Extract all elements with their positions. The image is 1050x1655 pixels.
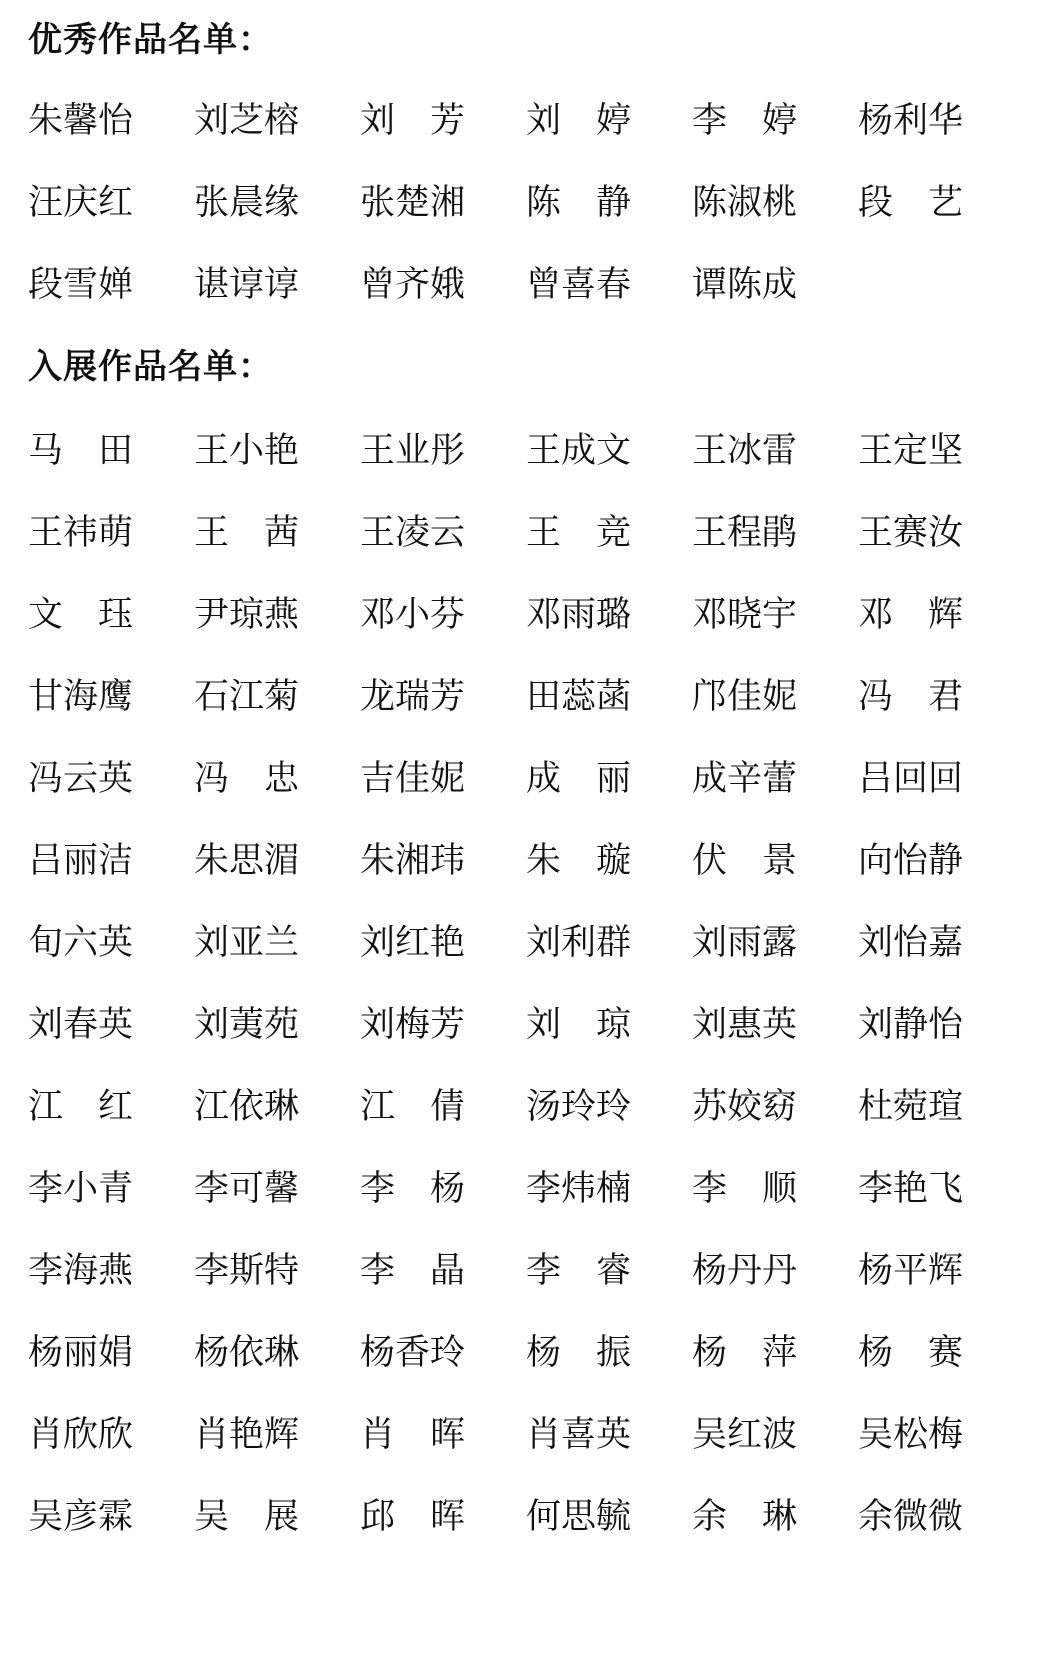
name-entry: 何思毓: [526, 1497, 632, 1537]
name-entry: 肖欣欣: [28, 1415, 134, 1455]
entered-works-title: 入展作品名单：: [28, 347, 273, 387]
entered-names-grid: [28, 410, 1024, 1558]
name-entry: 刘怡嘉: [858, 923, 964, 963]
name-entry: 刘 琼: [526, 1005, 632, 1045]
name-entry: 吕回回: [858, 759, 964, 799]
name-entry: 冯 君: [858, 677, 964, 717]
name-entry: 刘惠英: [692, 1005, 798, 1045]
name-entry: 朱馨怡: [28, 101, 134, 141]
name-entry: 张晨缘: [194, 183, 300, 223]
name-entry: 刘 婷: [526, 101, 632, 141]
name-entry: 邱 晖: [360, 1497, 466, 1537]
name-entry: 冯云英: [28, 759, 134, 799]
name-entry: 文 珏: [28, 595, 134, 635]
name-entry: 江 倩: [360, 1087, 466, 1127]
name-entry: 石江菊: [194, 677, 300, 717]
name-entry: 刘红艳: [360, 923, 466, 963]
name-entry: 刘利群: [526, 923, 632, 963]
name-entry: 刘芝榕: [194, 101, 300, 141]
name-entry: 李小青: [28, 1169, 134, 1209]
name-entry: 王业彤: [360, 431, 466, 471]
name-entry: 李艳飞: [858, 1169, 964, 1209]
name-entry: 谌谆谆: [194, 265, 300, 305]
name-entry: 刘静怡: [858, 1005, 964, 1045]
name-entry: 尹琼燕: [194, 595, 300, 635]
name-entry: 陈淑桃: [692, 183, 798, 223]
name-entry: 刘梅芳: [360, 1005, 466, 1045]
name-entry: 段 艺: [858, 183, 964, 223]
name-entry: 王小艳: [194, 431, 300, 471]
name-entry: 段雪婵: [28, 265, 134, 305]
name-entry: 刘雨露: [692, 923, 798, 963]
name-entry: 陈 静: [526, 183, 632, 223]
name-entry: 李可馨: [194, 1169, 300, 1209]
name-entry: 李 杨: [360, 1169, 466, 1209]
name-entry: 王成文: [526, 431, 632, 471]
name-entry: 杨香玲: [360, 1333, 466, 1373]
name-entry: 肖喜英: [526, 1415, 632, 1455]
name-entry: 杨平辉: [858, 1251, 964, 1291]
name-entry: 吴松梅: [858, 1415, 964, 1455]
name-entry: 王 茜: [194, 513, 300, 553]
name-entry: 马 田: [28, 431, 134, 471]
name-entry: 吴红波: [692, 1415, 798, 1455]
name-entry: 刘荑苑: [194, 1005, 300, 1045]
name-entry: 杨 振: [526, 1333, 632, 1373]
name-entry: 王冰雷: [692, 431, 798, 471]
name-entry: 肖 晖: [360, 1415, 466, 1455]
name-entry: 曾齐娥: [360, 265, 466, 305]
name-entry: 刘亚兰: [194, 923, 300, 963]
name-entry: 杨 萍: [692, 1333, 798, 1373]
name-entry: 朱 璇: [526, 841, 632, 881]
name-entry: 杨丹丹: [692, 1251, 798, 1291]
name-entry: 杨利华: [858, 101, 964, 141]
name-entry: 李海燕: [28, 1251, 134, 1291]
name-entry: 肖艳辉: [194, 1415, 300, 1455]
name-entry: 李 睿: [526, 1251, 632, 1291]
excellent-works-title: 优秀作品名单：: [28, 20, 273, 60]
name-entry: 旬六英: [28, 923, 134, 963]
name-entry: 刘春英: [28, 1005, 134, 1045]
name-entry: 苏姣窈: [692, 1087, 798, 1127]
name-entry: 杨依琳: [194, 1333, 300, 1373]
name-entry: 余微微: [858, 1497, 964, 1537]
name-entry: 甘海鹰: [28, 677, 134, 717]
name-entry: 向怡静: [858, 841, 964, 881]
name-entry: 余 琳: [692, 1497, 798, 1537]
name-entry: 王程鹃: [692, 513, 798, 553]
name-entry: 江 红: [28, 1087, 134, 1127]
name-entry: 王凌云: [360, 513, 466, 553]
name-entry: 邓雨璐: [526, 595, 632, 635]
name-entry: 曾喜春: [526, 265, 632, 305]
name-entry: 吴 展: [194, 1497, 300, 1537]
name-entry: 王祎萌: [28, 513, 134, 553]
name-entry: 成辛蕾: [692, 759, 798, 799]
name-entry: 邓小芬: [360, 595, 466, 635]
name-entry: 伏 景: [692, 841, 798, 881]
name-entry: 冯 忠: [194, 759, 300, 799]
name-entry: 邓晓宇: [692, 595, 798, 635]
name-entry: 朱湘玮: [360, 841, 466, 881]
name-entry: 李 婷: [692, 101, 798, 141]
name-entry: 杨丽娟: [28, 1333, 134, 1373]
name-entry: 李 晶: [360, 1251, 466, 1291]
name-entry: 李斯特: [194, 1251, 300, 1291]
name-entry: 刘 芳: [360, 101, 466, 141]
name-entry: 吴彦霖: [28, 1497, 134, 1537]
excellent-names-grid: [28, 80, 1024, 326]
name-entry: 邓 辉: [858, 595, 964, 635]
name-entry: 朱思湄: [194, 841, 300, 881]
name-entry: 吕丽洁: [28, 841, 134, 881]
name-entry: 张楚湘: [360, 183, 466, 223]
name-entry: 王赛汝: [858, 513, 964, 553]
name-entry: 李 顺: [692, 1169, 798, 1209]
name-entry: 汤玲玲: [526, 1087, 632, 1127]
name-entry: 江依琳: [194, 1087, 300, 1127]
name-entry: 王 竞: [526, 513, 632, 553]
name-entry: 谭陈成: [692, 265, 798, 305]
name-entry: 王定坚: [858, 431, 964, 471]
name-entry: 田蕊菡: [526, 677, 632, 717]
name-entry: 李炜楠: [526, 1169, 632, 1209]
name-entry: 杨 赛: [858, 1333, 964, 1373]
name-entry: 汪庆红: [28, 183, 134, 223]
name-entry: 龙瑞芳: [360, 677, 466, 717]
name-entry: 吉佳妮: [360, 759, 466, 799]
name-entry: 邝佳妮: [692, 677, 798, 717]
name-entry: 杜菀瑄: [858, 1087, 964, 1127]
name-entry: 成 丽: [526, 759, 632, 799]
